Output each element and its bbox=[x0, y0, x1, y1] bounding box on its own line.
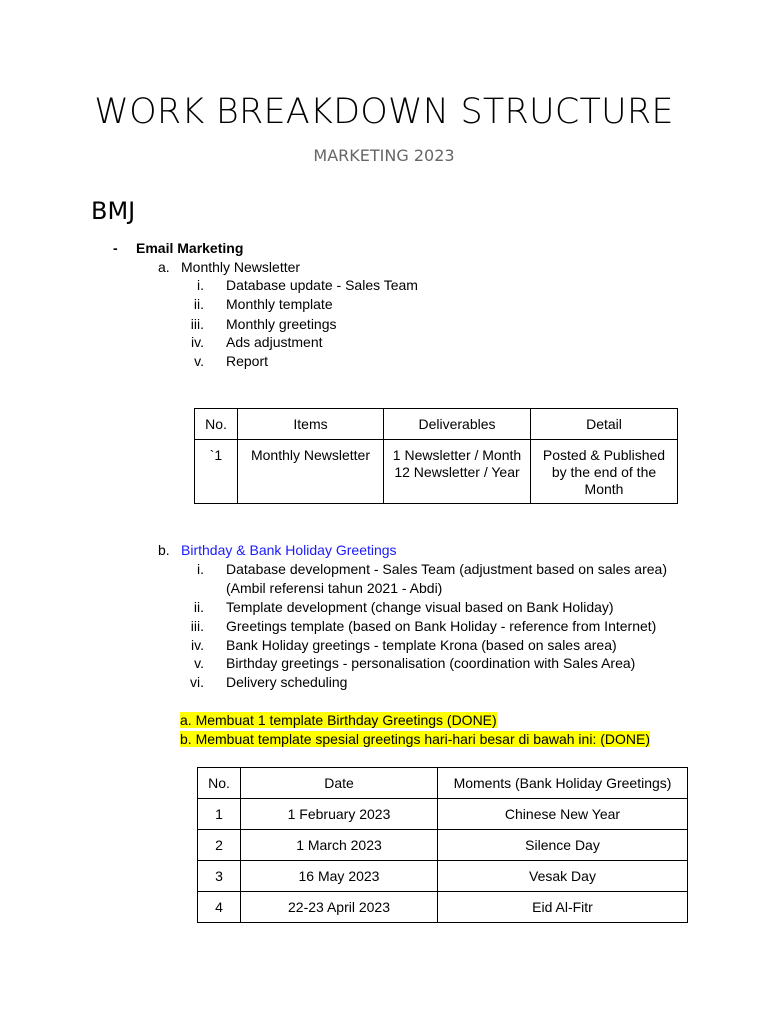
table-cell: `1 bbox=[195, 440, 238, 504]
table-row bbox=[198, 892, 688, 923]
table-cell: 16 May 2023 bbox=[241, 861, 438, 892]
list-marker: iv. bbox=[191, 334, 204, 350]
table-header: Deliverables bbox=[384, 409, 531, 440]
email-marketing-label: Email Marketing bbox=[136, 240, 244, 256]
table-row bbox=[198, 830, 688, 861]
table-header: Date bbox=[241, 768, 438, 799]
document-title: WORK BREAKDOWN STRUCTURE bbox=[94, 92, 674, 132]
list-marker: iii. bbox=[190, 316, 204, 332]
list-marker: vi. bbox=[190, 674, 204, 690]
table-cell: 1 bbox=[198, 799, 241, 830]
highlighted-note: b. Membuat template spesial greetings hari-hari besar di bawah ini: (DONE) bbox=[180, 731, 650, 747]
list-item: Database development - Sales Team (adjustment based on sales area) bbox=[226, 561, 667, 577]
item-a-label: Monthly Newsletter bbox=[181, 259, 301, 275]
holiday-table bbox=[197, 767, 688, 923]
detail-line: by the end of the bbox=[551, 464, 657, 480]
newsletter-table bbox=[194, 408, 678, 504]
table-cell bbox=[384, 440, 531, 504]
item-b-label: Birthday & Bank Holiday Greetings bbox=[181, 542, 397, 558]
table-cell: Silence Day bbox=[438, 830, 688, 861]
list-marker: v. bbox=[194, 353, 204, 369]
list-marker: v. bbox=[194, 655, 204, 671]
table-cell: 2 bbox=[198, 830, 241, 861]
table-header: Detail bbox=[531, 409, 678, 440]
table-header-row bbox=[198, 768, 688, 799]
table-cell: Eid Al-Fitr bbox=[438, 892, 688, 923]
table-cell: 1 February 2023 bbox=[241, 799, 438, 830]
detail-line: Posted & Published bbox=[542, 447, 666, 463]
table-header: Items bbox=[238, 409, 384, 440]
table-header: No. bbox=[198, 768, 241, 799]
table-cell: 4 bbox=[198, 892, 241, 923]
deliverable-line: 1 Newsletter / Month bbox=[392, 447, 522, 463]
detail-line: Month bbox=[584, 481, 624, 497]
table-cell: 22-23 April 2023 bbox=[241, 892, 438, 923]
list-item: Database update - Sales Team bbox=[226, 277, 418, 293]
list-marker: i. bbox=[197, 277, 204, 293]
document-subtitle: MARKETING 2023 bbox=[313, 146, 455, 165]
list-item: Delivery scheduling bbox=[226, 674, 348, 690]
list-item: Template development (change visual based on Bank Holiday) bbox=[226, 599, 614, 615]
table-row bbox=[198, 861, 688, 892]
list-item: Bank Holiday greetings - template Krona (based on sales area) bbox=[226, 637, 617, 653]
highlighted-note: a. Membuat 1 template Birthday Greetings (DONE) bbox=[180, 712, 497, 728]
list-marker: ii. bbox=[193, 296, 204, 312]
list-item: Report bbox=[226, 353, 269, 369]
list-item: Birthday greetings - personalisation (coordination with Sales Area) bbox=[226, 655, 636, 671]
list-marker: i. bbox=[197, 561, 204, 577]
list-item-continuation: (Ambil referensi tahun 2021 - Abdi) bbox=[226, 580, 443, 596]
table-header: No. bbox=[195, 409, 238, 440]
table-cell: 1 March 2023 bbox=[241, 830, 438, 861]
list-marker: iv. bbox=[191, 637, 204, 653]
list-item: Monthly greetings bbox=[226, 316, 337, 332]
list-item: Ads adjustment bbox=[226, 334, 323, 350]
section-heading: BMJ bbox=[91, 197, 136, 225]
bullet-dash: - bbox=[113, 240, 118, 256]
table-cell bbox=[531, 440, 678, 504]
list-item: Greetings template (based on Bank Holiday - reference from Internet) bbox=[226, 618, 657, 634]
table-cell: Chinese New Year bbox=[438, 799, 688, 830]
table-header: Moments (Bank Holiday Greetings) bbox=[438, 768, 688, 799]
item-b-marker: b. bbox=[158, 542, 170, 558]
list-item: Monthly template bbox=[226, 296, 333, 312]
table-row bbox=[195, 440, 678, 504]
table-cell: Vesak Day bbox=[438, 861, 688, 892]
list-marker: ii. bbox=[193, 599, 204, 615]
table-cell: 3 bbox=[198, 861, 241, 892]
table-cell: Monthly Newsletter bbox=[238, 440, 384, 504]
table-row bbox=[198, 799, 688, 830]
list-marker: iii. bbox=[190, 618, 204, 634]
item-a-marker: a. bbox=[158, 259, 170, 275]
deliverable-line: 12 Newsletter / Year bbox=[394, 464, 520, 480]
